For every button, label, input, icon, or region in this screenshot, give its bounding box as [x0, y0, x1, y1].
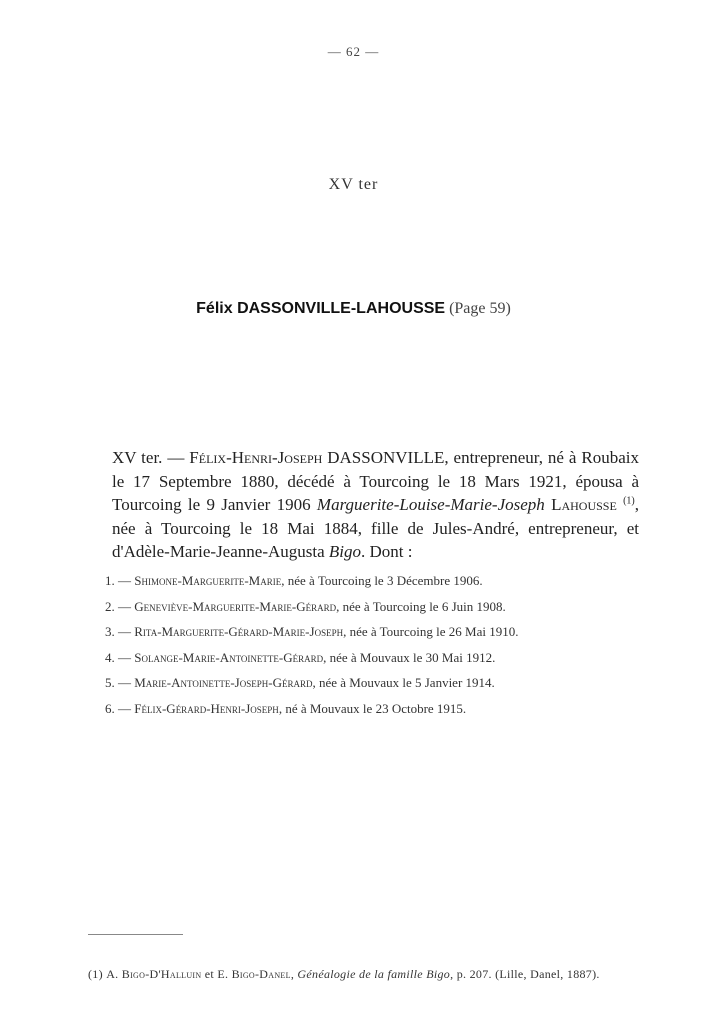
child-details: , née à Tourcoing le 6 Juin 1908.: [336, 598, 506, 614]
child-name: Marie-Antoinette-Joseph-Gérard: [134, 675, 313, 691]
spouse-given-names: Marguerite-Louise-Marie-Joseph: [316, 495, 545, 514]
footnote-reference: (1): [623, 495, 635, 507]
child-name: Solange-Marie-Antoinette-Gérard: [134, 649, 324, 665]
children-list: [105, 568, 650, 722]
child-number: 2. —: [105, 598, 131, 614]
child-name: Rita-Marguerite-Gérard-Marie-Joseph: [134, 624, 344, 640]
child-number: 5. —: [105, 675, 131, 691]
footnote-author-2: E. Bigo-Danel: [217, 967, 291, 981]
heading-name: Félix DASSONVILLE-LAHOUSSE: [196, 300, 446, 317]
child-number: 3. —: [105, 624, 131, 640]
list-item: [105, 568, 650, 594]
footnote-citation: , p. 207. (Lille, Danel, 1887).: [450, 967, 600, 981]
list-item: [105, 645, 650, 671]
heading-page-ref: (Page 59): [449, 300, 511, 317]
child-name: Félix-Gérard-Henri-Joseph: [134, 700, 279, 716]
biography-text-3: . Dont :: [361, 542, 413, 561]
entry-heading: [0, 300, 707, 318]
footnote-number: (1): [88, 967, 103, 981]
footnote: (1) A. Bigo-D'Halluin et E. Bigo-Danel, Généalogie de la famille Bigo, p. 207. (Lille, Danel, 1887).: [88, 967, 600, 981]
footnote-book-title: Généalogie de la famille Bigo: [297, 967, 451, 981]
child-details: , né à Mouvaux le 23 Octobre 1915.: [278, 700, 467, 716]
biography-text-2: , née à Tourcoing le 18 Mai 1884, fille de Jules-André, entrepreneur, et d'Adèle-Marie-Jeanne-Augusta: [112, 495, 639, 561]
list-item: [105, 594, 650, 620]
person-given-names: Félix-Henri-Joseph: [189, 448, 323, 467]
biography-text-1: , entrepreneur, né à Roubaix le 17 Septembre 1880, décédé à Tourcoing le 18 Mars 1921, épousa à Tourcoing le 9 Janvier 1906: [112, 448, 639, 514]
child-name: Geneviève-Marguerite-Marie-Gérard: [134, 598, 337, 614]
entry-lead: XV ter. —: [112, 448, 185, 467]
list-item: [105, 619, 650, 645]
list-item: [105, 670, 650, 696]
child-details: , née à Tourcoing le 3 Décembre 1906.: [281, 573, 483, 588]
mother-surname: Bigo: [328, 542, 362, 561]
footnote-divider: [88, 934, 183, 935]
section-number: XV ter: [328, 176, 379, 193]
person-surname: DASSONVILLE: [327, 448, 445, 467]
child-details: , née à Mouvaux le 5 Janvier 1914.: [312, 675, 495, 691]
spouse-surname: Lahousse: [551, 495, 617, 514]
child-number: 6. —: [105, 700, 131, 716]
page-number: — 62 —: [327, 44, 380, 59]
footnote-conjunction: et: [204, 967, 215, 981]
child-number: 1. —: [105, 573, 131, 588]
biography-paragraph: [112, 446, 639, 564]
child-number: 4. —: [105, 649, 131, 665]
child-details: , née à Mouvaux le 30 Mai 1912.: [323, 649, 496, 665]
list-item: [105, 696, 650, 722]
child-details: , née à Tourcoing le 26 Mai 1910.: [343, 624, 519, 640]
child-name: Shimone-Marguerite-Marie: [134, 573, 282, 588]
footnote-author-1: A. Bigo-D'Halluin: [106, 967, 202, 981]
